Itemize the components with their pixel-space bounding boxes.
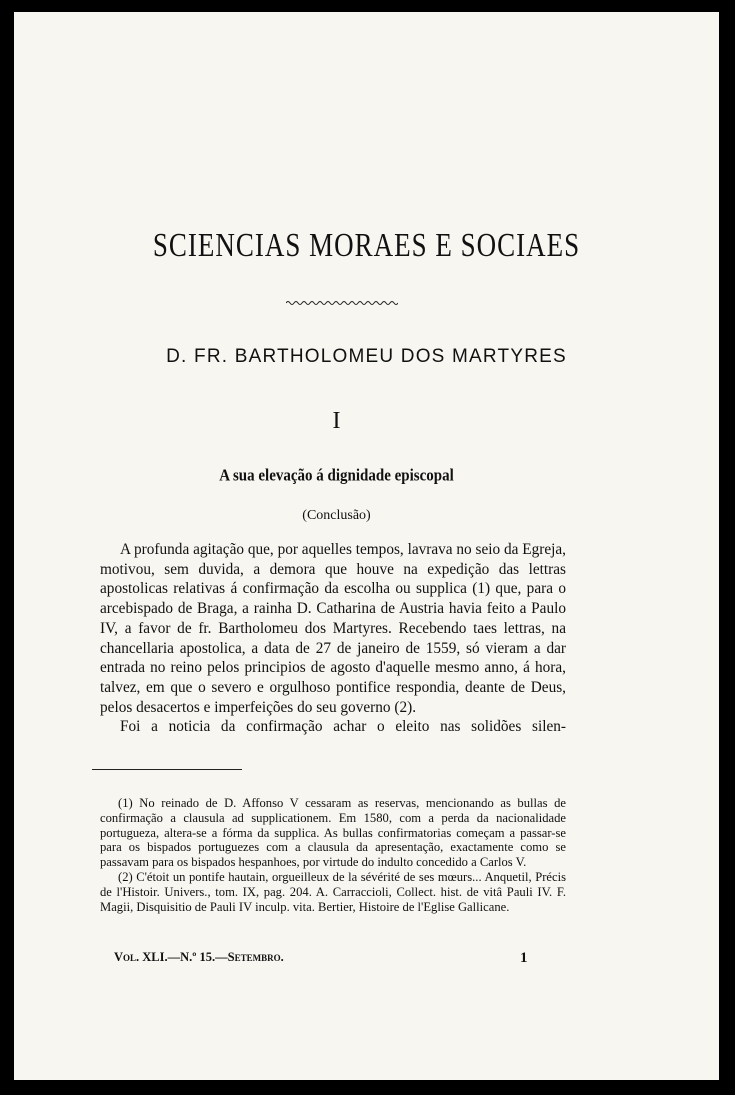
document-page [14,12,719,1080]
wavy-divider [286,300,398,306]
footnotes [100,796,566,914]
conclusion-note: (Conclusão) [302,508,371,523]
section-title: SCIENCIAS MORAES E SOCIAES [152,226,581,264]
footnote: (1) No reinado de D. Affonso V cessaram as reservas, mencionando as bullas de confirmação a clausula ad supplicationem. Em 1580, com a perda da nacionalidade portugueza, altera-se a fórma da supplica. As bullas confirmatorias começam a passar-se para os bispados portuguezes com a clausula da apresentação, exactamente como se passavam para os bispados hespanhoes, por virtude do indulto concedido a Carlos V. [100,796,566,870]
body-paragraph: A profunda agitação que, por aquelles tempos, lavrava no seio da Egreja, motivou, sem duvida, a demora que houve na expedição das lettras apostolicas relativas á confirmação da escolha ou supplica (1) que, para o arcebispado de Braga, a rainha D. Catharina de Austria havia feito a Paulo IV, a favor de fr. Bartholomeu dos Martyres. Recebendo taes lettras, na chancellaria apostolica, a data de 27 de janeiro de 1559, só vieram a dar entrada no reino pelos principios de agosto d'aquelle mesmo anno, á hora, talvez, em que o severo e orgulhoso pontifice respondia, deante de Deus, pelos desacertos e imperfeições do seu governo (2). [100,541,566,716]
footnote: (2) C'étoit un pontife hautain, orgueilleux de la sévérité de ses mœurs... Anquetil, Précis de l'Histoir. Univers., tom. IX, pag. 204. A. Carraccioli, Collect. hist. de vitâ Pauli IV. F. Magii, Disquisitio de Pauli IV inculp. vita. Bertier, Histoire de l'Eglise Gallicane. [100,869,566,914]
body-paragraph: Foi a noticia da confirmação achar o eleito nas solidões silen- [120,718,566,736]
volume-line: Vol. XLI.—N.º 15.—Setembro. [114,950,284,964]
chapter-subtitle: A sua elevação á dignidade episcopal [219,466,454,486]
footnote-rule [92,769,242,770]
chapter-number: I [332,408,341,434]
page-number: 1 [520,950,528,966]
article-title: D. FR. BARTHOLOMEU DOS MARTYRES [166,346,567,367]
body-text [100,540,566,737]
